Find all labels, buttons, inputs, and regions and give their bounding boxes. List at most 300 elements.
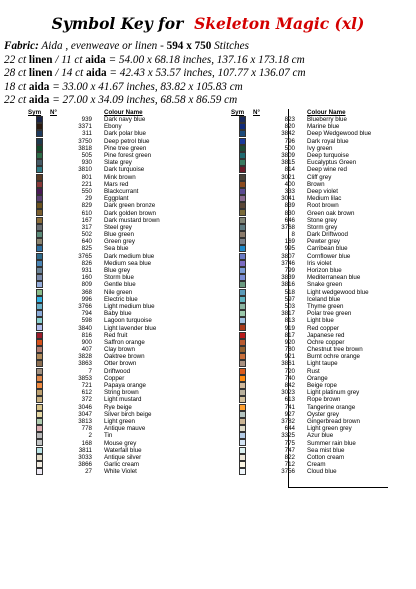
symbol-swatch [36,339,43,346]
dmc-number: 3807 [281,252,295,260]
symbol-swatch [36,389,43,396]
colour-name: Japanese red [307,331,345,339]
symbol-swatch [36,274,43,281]
symbol-cell [231,425,253,432]
key-row [231,281,403,288]
symbol-cell [231,159,253,166]
stitch-unit: Stitches [211,40,249,52]
symbol-swatch [36,123,43,130]
key-row [231,267,403,274]
key-row [28,130,200,137]
symbol-cell [231,439,253,446]
symbol-cell [231,404,253,411]
key-row [28,281,200,288]
key-row [28,267,200,274]
symbol-cell [28,159,50,166]
key-row [231,389,403,396]
colour-name: Dark polar blue [104,130,146,138]
symbol-cell [28,468,50,475]
colour-name: Gingerbread brown [307,417,360,425]
symbol-cell [231,231,253,238]
dmc-number: 995 [284,245,295,253]
colour-name: Sea blue [104,245,129,253]
symbol-swatch [36,245,43,252]
dmc-number: 169 [284,238,295,246]
symbol-swatch [239,360,246,367]
colour-name: White Violet [104,468,137,476]
symbol-cell [231,152,253,159]
colour-name: Rust [307,367,320,375]
symbol-cell [231,303,253,310]
symbol-swatch [36,253,43,260]
symbol-cell [231,209,253,216]
colour-name: Pine forest green [104,152,152,160]
key-row [28,253,200,260]
dmc-number: 931 [81,267,92,275]
symbol-cell [231,375,253,382]
title-prefix: Symbol Key for [51,14,184,33]
symbol-swatch [36,217,43,224]
dmc-number: 317 [81,223,92,231]
symbol-swatch [36,267,43,274]
dmc-number: 794 [81,310,92,318]
size-lines [4,54,412,108]
symbol-cell [28,432,50,439]
key-row [28,274,200,281]
colour-name: Light wedgewood blue [307,288,369,296]
key-row [28,375,200,382]
key-row [28,418,200,425]
key-row [231,324,403,331]
dmc-number: 503 [284,302,295,310]
size-part-d: aida [85,53,106,66]
key-row [28,224,200,231]
colour-name: Dark Driftwood [307,231,348,239]
fabric-label: Fabric: [4,40,39,52]
symbol-swatch [239,202,246,209]
symbol-swatch [36,289,43,296]
key-row [231,245,403,252]
colour-name: Gentle blue [104,281,136,289]
colour-name: Blue green [104,231,134,239]
dmc-number: 3023 [281,389,295,397]
colour-name: Antique mauve [104,425,146,433]
dmc-number: 311 [82,130,92,138]
dmc-number: 167 [81,216,92,224]
symbol-swatch [36,152,43,159]
key-row [231,317,403,324]
dmc-number: 740 [284,374,295,382]
symbol-swatch [239,188,246,195]
symbol-cell [231,461,253,468]
sym-header: Sym [28,109,42,116]
colour-name: Baby blue [104,310,132,318]
key-row [231,166,403,173]
symbol-cell [28,202,50,209]
colour-name: Ebony [104,123,122,131]
colour-name: Marine blue [307,123,340,131]
symbol-key-right [231,109,403,475]
symbol-cell [231,411,253,418]
dmc-number: 27 [85,468,92,476]
colour-name: Tangerine orange [307,403,356,411]
symbol-swatch [36,310,43,317]
dmc-number: 816 [81,331,92,339]
dmc-number: 996 [81,295,92,303]
dmc-number: 502 [81,231,92,239]
key-row [231,447,403,454]
dmc-number: 799 [284,267,295,275]
symbol-cell [231,454,253,461]
symbol-cell [28,317,50,324]
symbol-cell [231,188,253,195]
colour-name: Light medium blue [104,302,155,310]
symbol-swatch [239,152,246,159]
key-row [28,461,200,468]
num-header: N° [253,109,260,116]
symbol-key-left [28,109,200,475]
key-row [28,209,200,216]
dmc-number: 829 [81,202,92,210]
symbol-swatch [239,145,246,152]
key-row [28,188,200,195]
symbol-cell [28,217,50,224]
symbol-cell [231,145,253,152]
key-row [231,468,403,475]
key-row [231,253,403,260]
key-row [231,145,403,152]
symbol-cell [28,303,50,310]
symbol-cell [231,353,253,360]
symbol-swatch [239,439,246,446]
colour-name: Waterfall blue [104,446,142,454]
symbol-cell [28,231,50,238]
symbol-swatch [239,116,246,123]
num-header: N° [50,109,57,116]
symbol-swatch [36,231,43,238]
size-part-a: 22 ct [4,53,29,66]
key-row [28,360,200,367]
symbol-cell [28,332,50,339]
key-row [28,310,200,317]
colour-name: Dark green bronze [104,202,156,210]
symbol-cell [231,166,253,173]
dmc-number: 712 [284,461,295,469]
dmc-number: 644 [284,425,295,433]
colour-name: Deep violet [307,187,338,195]
colour-name: Storm grey [307,223,338,231]
symbol-swatch [239,195,246,202]
symbol-cell [28,346,50,353]
colour-name: Light blue [307,317,334,325]
dmc-number: 720 [284,367,295,375]
symbol-swatch [239,447,246,454]
symbol-cell [231,123,253,130]
symbol-cell [231,116,253,123]
symbol-swatch [239,411,246,418]
symbol-swatch [239,274,246,281]
dmc-number: 3863 [78,360,92,368]
symbol-swatch [239,253,246,260]
symbol-swatch [36,116,43,123]
key-row [28,174,200,181]
key-row [28,439,200,446]
colour-name: Orange [307,374,328,382]
symbol-cell [231,281,253,288]
colour-name: Stone grey [307,216,337,224]
dmc-number: 3839 [281,274,295,282]
colour-name: Polar tree green [307,310,352,318]
symbol-swatch [239,382,246,389]
colour-name: Light green grey [307,425,352,433]
symbol-swatch [239,281,246,288]
key-row [231,439,403,446]
symbol-cell [28,425,50,432]
key-row [28,217,200,224]
key-row [28,138,200,145]
symbol-cell [28,296,50,303]
key-row [28,238,200,245]
key-row [231,123,403,130]
symbol-cell [28,174,50,181]
symbol-swatch [239,418,246,425]
symbol-swatch [239,267,246,274]
size-part-b: aida [28,94,50,106]
symbol-cell [231,468,253,475]
key-row [231,425,403,432]
symbol-cell [28,195,50,202]
key-row [231,152,403,159]
size-part-e: = 27.00 x 34.09 inches, 68.58 x 86.59 cm [49,94,238,106]
symbol-swatch [239,159,246,166]
symbol-cell [28,123,50,130]
dmc-number: 900 [81,338,92,346]
dmc-number: 7 [88,367,92,375]
dmc-number: 3828 [78,353,92,361]
symbol-swatch [36,375,43,382]
symbol-swatch [239,368,246,375]
symbol-swatch [36,138,43,145]
dmc-number: 747 [284,446,295,454]
colour-name: Light lavender blue [104,324,157,332]
symbol-swatch [36,174,43,181]
symbol-cell [28,152,50,159]
colour-name: Medium lilac [307,195,342,203]
symbol-cell [28,274,50,281]
dmc-number: 919 [284,324,295,332]
key-row [28,181,200,188]
symbol-cell [231,389,253,396]
symbol-swatch [239,375,246,382]
dmc-number: 778 [81,425,92,433]
symbol-cell [28,411,50,418]
dmc-number: 3033 [78,453,92,461]
symbol-cell [231,138,253,145]
symbol-swatch [239,324,246,331]
symbol-swatch [239,181,246,188]
dmc-number: 3041 [281,195,295,203]
fabric-size-line [4,94,412,108]
symbol-cell [28,360,50,367]
dmc-number: 3840 [78,324,92,332]
symbol-swatch [239,310,246,317]
dmc-number: 820 [284,123,295,131]
colour-name: Copper [104,374,125,382]
key-row [28,411,200,418]
dmc-number: 927 [284,410,295,418]
symbol-swatch [239,130,246,137]
symbol-swatch [36,181,43,188]
symbol-cell [231,274,253,281]
key-row [28,389,200,396]
symbol-cell [28,145,50,152]
symbol-swatch [239,260,246,267]
symbol-swatch [239,468,246,475]
colour-name: Light platinum grey [307,389,360,397]
dmc-number: 775 [284,439,295,447]
key-row [28,245,200,252]
colour-name: Mediterranean blue [307,274,361,282]
symbol-swatch [36,281,43,288]
dmc-number: 3371 [78,123,92,131]
symbol-cell [231,360,253,367]
colour-name: Blueberry blue [307,116,347,124]
dmc-number: 930 [81,159,92,167]
symbol-cell [28,166,50,173]
header-row [231,109,403,116]
key-row [28,303,200,310]
symbol-swatch [239,209,246,216]
symbol-cell [28,267,50,274]
colour-name: Blue grey [104,267,131,275]
symbol-swatch [239,138,246,145]
key-row [231,310,403,317]
key-row [231,396,403,403]
dmc-number: 646 [284,216,295,224]
symbol-cell [28,396,50,403]
symbol-swatch [239,353,246,360]
key-row [28,324,200,331]
symbol-swatch [36,468,43,475]
colour-name: Light mustard [104,396,142,404]
symbol-cell [28,439,50,446]
size-part-a: 28 ct [4,67,29,79]
dmc-number: 3766 [78,302,92,310]
dmc-number: 839 [284,202,295,210]
size-part-c: / 14 ct [52,67,87,79]
colour-name: Beige rope [307,382,337,390]
dmc-number: 814 [284,166,295,174]
symbol-swatch [239,346,246,353]
colour-name: Deep wine red [307,166,347,174]
key-row [28,396,200,403]
key-row [231,432,403,439]
symbol-swatch [239,289,246,296]
symbol-swatch [36,332,43,339]
dmc-number: 221 [81,180,92,188]
colour-name: Blackcurrant [104,187,139,195]
symbol-cell [231,332,253,339]
key-row [231,116,403,123]
key-row [28,317,200,324]
symbol-swatch [36,353,43,360]
dmc-number: 372 [81,396,92,404]
right-rows [231,116,403,475]
symbol-swatch [239,317,246,324]
colour-name: Thyme green [307,302,344,310]
symbol-swatch [36,224,43,231]
fabric-desc: Aida , evenweave or linen - [38,40,167,52]
symbol-swatch [36,324,43,331]
dmc-number: 3325 [281,432,295,440]
symbol-cell [28,382,50,389]
symbol-cell [231,238,253,245]
size-part-a: 18 ct [4,80,29,93]
symbol-cell [231,310,253,317]
dmc-number: 3750 [78,137,92,145]
table-bottom-rule [288,487,388,488]
dmc-number: 2 [88,432,92,440]
key-row [28,116,200,123]
colour-name: Cloud blue [307,468,337,476]
symbol-cell [231,432,253,439]
size-part-b: linen [28,67,53,79]
dmc-number: 3046 [78,403,92,411]
colour-name: Dark navy blue [104,116,146,124]
colour-name: Burnt ochre orange [307,353,360,361]
dmc-number: 500 [284,144,295,152]
dmc-number: 160 [81,274,92,282]
dmc-number: 3810 [78,166,92,174]
symbol-cell [28,310,50,317]
symbol-swatch [36,145,43,152]
symbol-swatch [36,346,43,353]
colour-name: Deep turquoise [307,152,349,160]
dmc-number: 505 [81,152,92,160]
colour-name: Red fruit [104,331,128,339]
symbol-swatch [239,432,246,439]
symbol-cell [231,195,253,202]
key-row [28,425,200,432]
symbol-swatch [36,195,43,202]
symbol-swatch [239,332,246,339]
symbol-swatch [239,174,246,181]
dmc-number: 610 [81,209,92,217]
symbol-swatch [36,368,43,375]
colour-name: Eucalyptus Green [307,159,357,167]
colour-name: Lagoon turquoise [104,317,152,325]
key-row [28,195,200,202]
key-row [28,289,200,296]
size-part-c: / 11 ct [52,53,86,66]
colour-name: Root brown [307,202,339,210]
dmc-number: 826 [81,259,92,267]
dmc-number: 400 [284,180,295,188]
pattern-name: Skeleton Magic (xl) [194,14,365,33]
dmc-number: 825 [81,245,92,253]
dmc-number: 809 [81,281,92,289]
symbol-cell [28,253,50,260]
colour-name: Brown [307,180,325,188]
dmc-number: 3811 [78,446,92,454]
key-row [231,181,403,188]
symbol-swatch [239,303,246,310]
dmc-number: 817 [284,331,295,339]
fabric-info [4,40,412,108]
symbol-cell [28,281,50,288]
colour-name: Nile green [104,288,133,296]
dmc-number: 920 [284,338,295,346]
